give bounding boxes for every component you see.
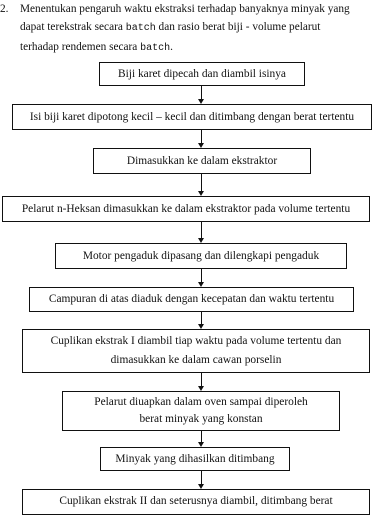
intro-text-3a: terhadap rendemen secara (20, 41, 141, 53)
flow-step-7 (22, 329, 370, 373)
flow-connector-3 (201, 174, 202, 191)
flow-step-1 (99, 62, 305, 86)
intro-text-2a: dapat terekstrak secara (20, 21, 126, 33)
flow-step-2-text: Isi biji karet dipotong kecil – kecil dan ditimbang dengan berat tertentu (29, 110, 355, 123)
flow-step-10-text: Cuplikan ekstrak II dan seterusnya diambil, ditimbang berat (59, 495, 333, 507)
flow-step-8-text-2: berat minyak yang konstan (139, 413, 263, 425)
intro-line-3 (20, 40, 173, 56)
intro-line-2 (20, 20, 320, 36)
flow-connector-2 (201, 130, 202, 143)
list-number: 2. (0, 3, 9, 15)
intro-paragraph (0, 0, 377, 60)
flow-step-8-text-1: Pelarut diuapkan dalam oven sampai diperoleh (94, 396, 308, 408)
intro-term-batch-2: batch (140, 43, 171, 54)
flow-connector-5 (201, 269, 202, 282)
flow-step-6 (29, 287, 354, 312)
flow-step-9 (100, 447, 290, 471)
flow-step-3 (93, 148, 311, 174)
intro-text-2b: dan rasio berat biji - volume pelarut (155, 21, 321, 33)
flow-connector-8 (201, 431, 202, 442)
intro-line-1 (0, 2, 350, 16)
flow-step-7-text-2: dimasukkan ke dalam cawan porselin (110, 354, 282, 366)
flow-connector-6 (201, 312, 202, 324)
flow-step-3-text: Dimasukkan ke dalam ekstraktor (126, 154, 278, 167)
flow-connector-1 (201, 86, 202, 99)
flow-connector-9 (201, 471, 202, 484)
flow-step-5 (55, 243, 347, 269)
intro-text-3b: . (170, 41, 173, 53)
intro-text-1: Menentukan pengaruh waktu ekstraksi terhadap banyaknya minyak yang (20, 3, 350, 15)
flow-step-10 (22, 489, 370, 515)
flow-step-4-text: Pelarut n-Heksan dimasukkan ke dalam ekstraktor pada volume tertentu (21, 202, 351, 215)
flow-step-6-text: Campuran di atas diaduk dengan kecepatan dan waktu tertentu (48, 293, 335, 305)
flow-step-1-text: Biji karet dipecah dan diambil isinya (118, 67, 286, 80)
flow-step-4 (2, 196, 370, 222)
intro-term-batch-1: batch (125, 23, 156, 34)
flow-step-2 (12, 104, 372, 130)
flow-step-7-text-1: Cuplikan ekstrak I diambil tiap waktu pada volume tertentu dan (50, 335, 342, 347)
flow-step-9-text: Minyak yang dihasilkan ditimbang (115, 452, 275, 465)
flow-connector-4 (201, 222, 202, 238)
flow-step-8 (62, 391, 340, 431)
flow-step-5-text: Motor pengaduk dipasang dan dilengkapi pengaduk (82, 249, 320, 262)
flow-connector-7 (201, 373, 202, 386)
